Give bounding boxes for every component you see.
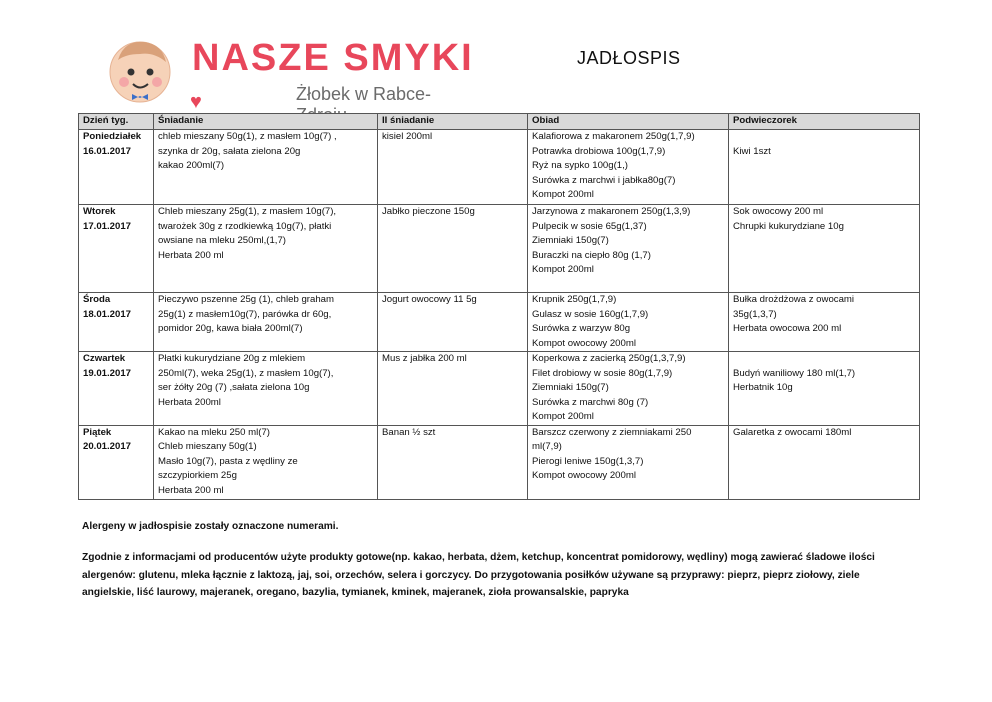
menu-item: ml(7,9) [532,441,562,452]
brand-subtitle: Żłobek w Rabce- [296,84,432,104]
menu-item: Ziemniaki 150g(7) [532,382,609,393]
breakfast-cell [154,293,378,352]
day-cell [79,205,154,293]
logo [100,30,480,115]
menu-item: Kalafiorowa z makaronem 250g(1,7,9) [532,131,695,142]
table-row [79,293,920,352]
menu-item: Barszcz czerwony z ziemniakami 250 [532,426,692,438]
second-breakfast-cell [378,425,528,499]
menu-item: Kompot owocowy 200ml [532,470,636,481]
lunch-cell [528,130,729,205]
menu-item: Masło 10g(7), pasta z wędliny ze [158,455,298,467]
day-name: Czwartek [83,353,126,364]
brand-name: NASZE SMYKI♥ [192,36,480,124]
breakfast-cell [154,352,378,426]
menu-item: Herbata 200 ml [158,484,224,496]
menu-item: Jarzynowa z makaronem 250g(1,3,9) [532,206,691,217]
day-date: 17.01.2017 [83,220,132,232]
breakfast-cell [154,205,378,293]
day-cell [79,425,154,499]
menu-item: Jabłko pieczone 150g [382,206,475,217]
column-header-second-breakfast: II śniadanie [378,114,528,130]
menu-item: Sok owocowy 200 ml [733,206,824,217]
day-name: Środa [83,294,111,305]
snack-cell [729,425,920,499]
breakfast-cell [154,130,378,205]
table-row [79,205,920,293]
menu-item: Potrawka drobiowa 100g(1,7,9) [532,145,666,157]
snack-cell [729,293,920,352]
table-row [79,352,920,426]
menu-item: Płatki kukurydziane 20g z mlekiem [158,353,306,364]
menu-item: Kiwi 1szt [733,145,771,157]
producers-info-note: Zgodnie z informacjami od producentów użyte produkty gotowe(np. kakao, herbata, dżem, ketchup, koncentrat pomidorowy, wędliny) mogą zawierać śladowe ilości alergenów: glutenu, mleka łącznie z laktozą, jaj, soi, orzechów, selera i gorczycy. Do przygotowania posiłków używane są przyprawy: pieprz, pieprz ziołowy, ziele angielskie, liść laurowy, majeranek, oregano, bazylia, tymianek, kminek, majeranek, zioła prowansalskie, papryka [82,552,875,598]
menu-item: 25g(1) z masłem10g(7), parówka dr 60g, [158,308,332,320]
table-header-row [79,114,920,130]
second-breakfast-cell [378,130,528,205]
menu-item: chleb mieszany 50g(1), z masłem 10g(7) , [158,131,337,142]
column-header-snack: Podwieczorek [729,114,920,130]
day-name: Wtorek [83,206,116,217]
menu-item: kakao 200ml(7) [158,160,225,171]
day-cell [79,130,154,205]
menu-item: ser żółty 20g (7) ,sałata zielona 10g [158,382,310,393]
blank-line [733,130,915,145]
menu-item: Chleb mieszany 50g(1) [158,441,257,452]
menu-item: Kompot 200ml [532,411,594,422]
menu-item: Filet drobiowy w sosie 80g(1,7,9) [532,367,673,379]
menu-item: Ryż na sypko 100g(1,) [532,160,628,171]
day-date: 18.01.2017 [83,308,132,320]
menu-item: kisiel 200ml [382,131,433,142]
second-breakfast-cell [378,352,528,426]
menu-item: Kompot 200ml [532,189,594,200]
snack-cell [729,130,920,205]
menu-item: Kompot 200ml [532,264,594,275]
second-breakfast-cell [378,293,528,352]
day-name: Poniedziałek [83,131,142,142]
allergens-note: Alergeny w jadłospisie zostały oznaczone numerami. [82,521,339,532]
menu-item: Gulasz w sosie 160g(1,7,9) [532,308,649,320]
menu-item: Koperkowa z zacierką 250g(1,3,7,9) [532,353,686,364]
blank-line [733,352,915,367]
day-cell [79,352,154,426]
menu-item: Herbatnik 10g [733,382,793,393]
menu-item: szczypiorkiem 25g [158,470,237,481]
snack-cell [729,352,920,426]
second-breakfast-cell [378,205,528,293]
day-date: 16.01.2017 [83,145,132,157]
day-cell [79,293,154,352]
menu-item: Surówka z marchwi i jabłka80g(7) [532,174,676,186]
menu-table [78,113,920,500]
menu-item: Buraczki na ciepło 80g (1,7) [532,249,651,261]
menu-item: 250ml(7), weka 25g(1), z masłem 10g(7), [158,367,334,379]
menu-item: Pierogi leniwe 150g(1,3,7) [532,455,644,467]
menu-item: Herbata 200 ml [158,249,224,261]
column-header-day: Dzień tyg. [79,114,154,130]
menu-item: Krupnik 250g(1,7,9) [532,294,617,305]
lunch-cell [528,352,729,426]
menu-item: Herbata owocowa 200 ml [733,323,842,334]
menu-item: szynka dr 20g, sałata zielona 20g [158,145,301,157]
menu-item: Surówka z marchwi 80g (7) [532,396,649,408]
menu-item: Budyń waniliowy 180 ml(1,7) [733,367,856,379]
day-date: 19.01.2017 [83,367,132,379]
lunch-cell [528,293,729,352]
table-row [79,130,920,205]
menu-item: Mus z jabłka 200 ml [382,353,467,364]
menu-item: twarożek 30g z rzodkiewką 10g(7), płatki [158,220,332,232]
snack-cell [729,205,920,293]
menu-item: Pulpecik w sosie 65g(1,37) [532,220,647,232]
menu-item: owsiane na mleku 250ml,(1,7) [158,235,286,246]
column-header-breakfast: Śniadanie [154,114,378,130]
menu-item: Banan ½ szt [382,426,436,438]
menu-item: Bułka drożdżowa z owocami [733,294,855,305]
baby-face-logo-icon [104,34,176,106]
page-title: JADŁOSPIS [577,48,681,68]
heart-icon: ♥ [190,91,204,113]
menu-item: Pieczywo pszenne 25g (1), chleb graham [158,294,334,305]
day-date: 20.01.2017 [83,441,132,452]
menu-item: pomidor 20g, kawa biała 200ml(7) [158,323,303,334]
menu-item: Chrupki kukurydziane 10g [733,220,844,232]
lunch-cell [528,425,729,499]
menu-item: Ziemniaki 150g(7) [532,235,609,246]
breakfast-cell [154,425,378,499]
menu-item: Kompot owocowy 200ml [532,337,636,349]
menu-item: Chleb mieszany 25g(1), z masłem 10g(7), [158,206,337,217]
menu-item: 35g(1,3,7) [733,308,777,320]
menu-item: Galaretka z owocami 180ml [733,426,852,438]
day-name: Piątek [83,426,112,438]
menu-item: Kakao na mleku 250 ml(7) [158,426,270,438]
menu-item: Surówka z warzyw 80g [532,323,631,334]
column-header-lunch: Obiad [528,114,729,130]
menu-item: Herbata 200ml [158,396,221,408]
lunch-cell [528,205,729,293]
menu-item: Jogurt owocowy 11 5g [382,294,477,305]
table-row [79,425,920,499]
